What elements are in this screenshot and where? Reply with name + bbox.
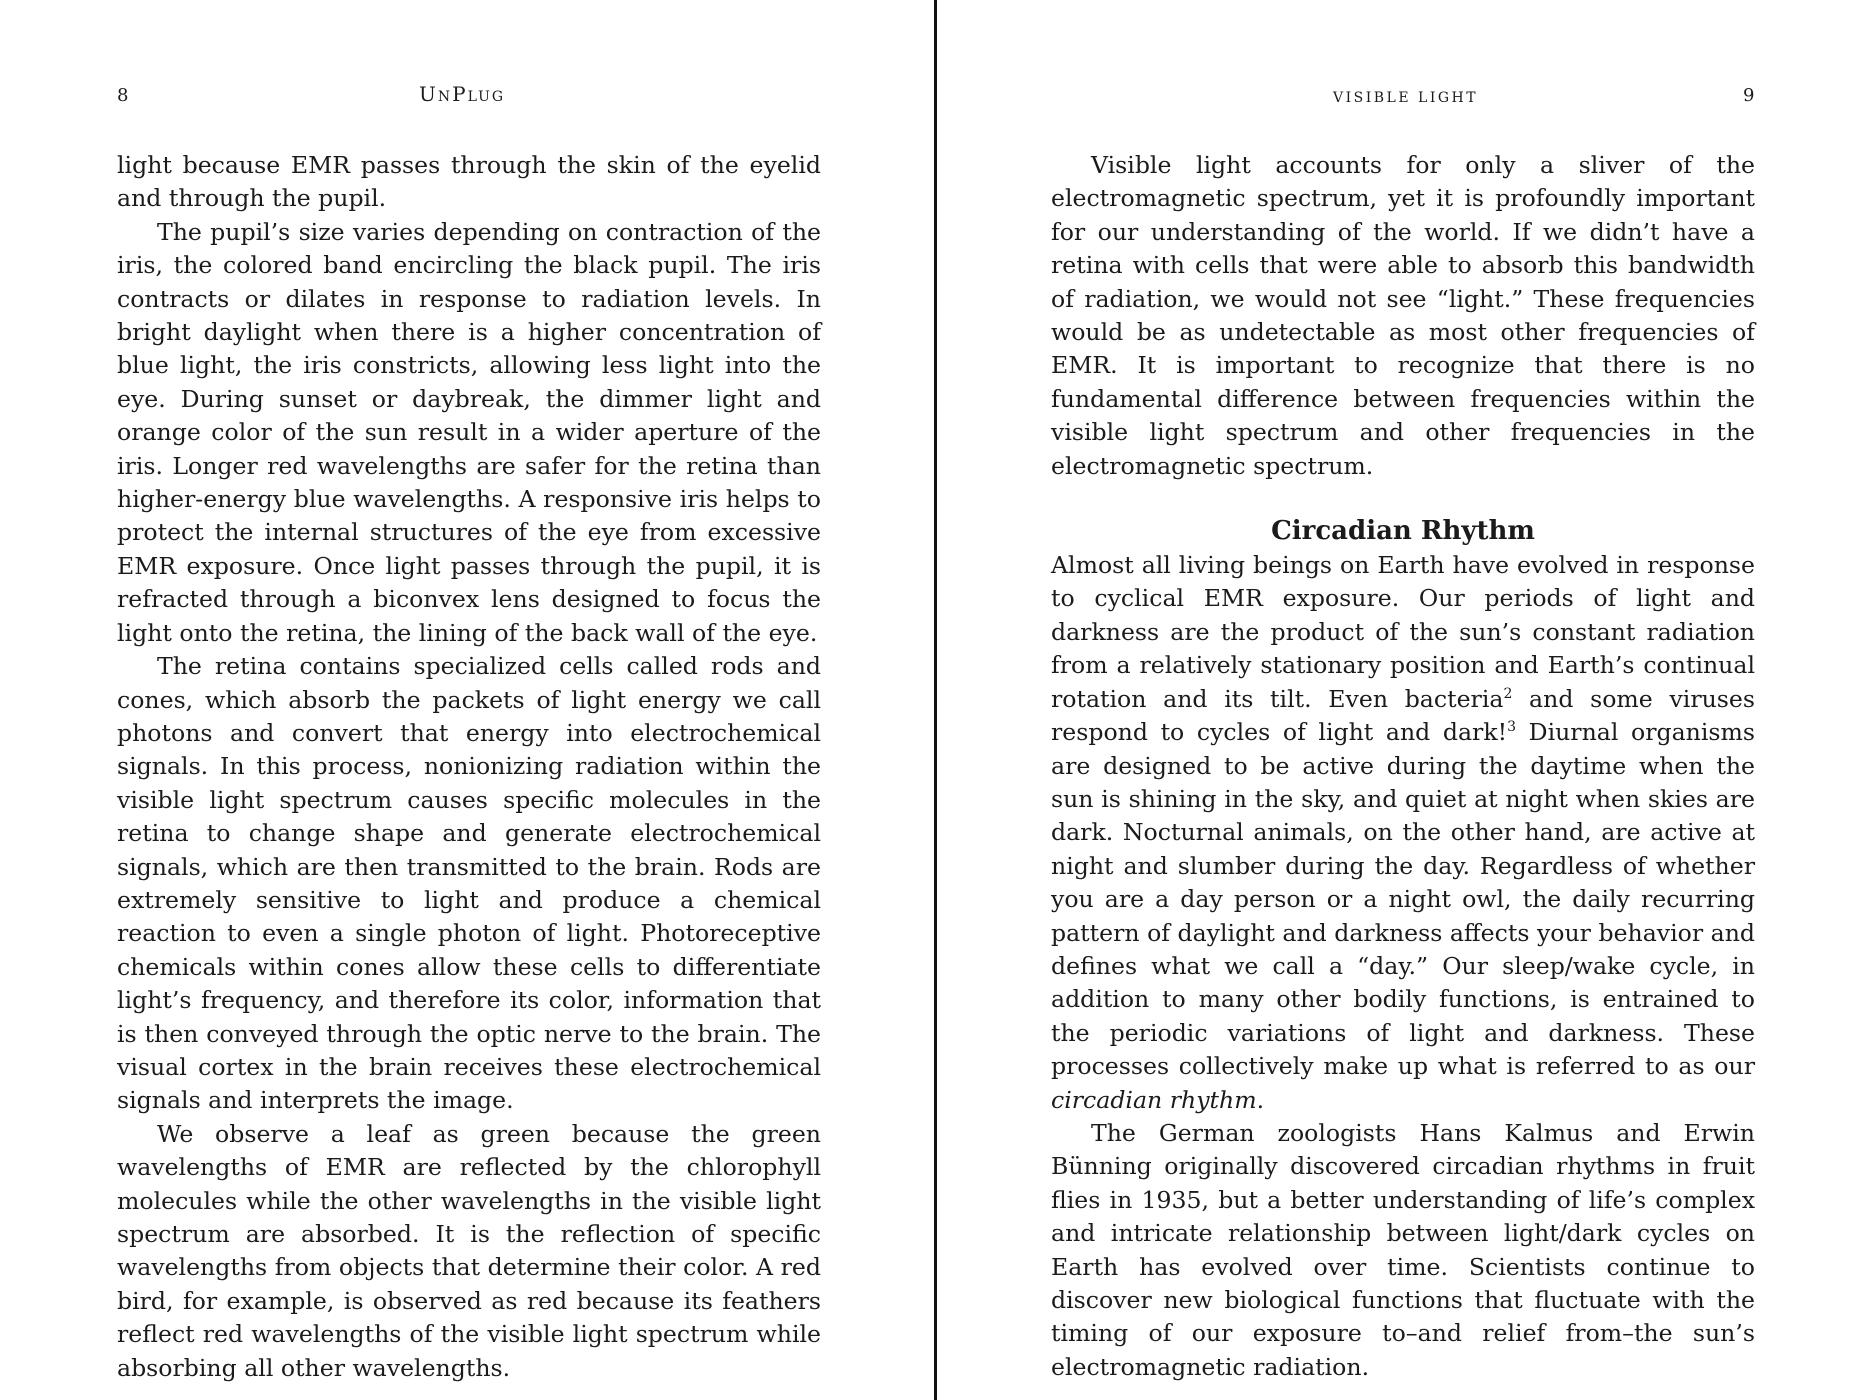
left-paragraph-3: The retina contains specialized cells called rods and cones, which absorb the packets of light energy we call photons and convert that energy into electrochemical signals. In this process, nonionizing radiation within the visible light spectrum causes specific molecules in the retina to change shape and generate electrochemical signals, which are then transmitted to the brain. Rods are extremely sensitive to light and produce a chemical reaction to even a single photon of light. Photoreceptive chemicals within cones allow these cells to differentiate light’s frequency, and therefore its color, information that is then conveyed through the optic nerve to the brain. The visual cortex in the brain receives these electrochemical signals and interprets the image. xyxy=(117,652,821,1115)
circadian-paragraph-2: The German zoologists Hans Kalmus and Erwin Bünning originally discovered circadian rhythms in fruit flies in 1935, but a better understanding of life’s complex and intricate relationship between light/dark cycles on Earth has evolved over time. Scientists continue to discover new biological functions that fluctuate with the timing of our exposure to–and relief from–the sun’s electromagnetic radiation. xyxy=(1051,1118,1755,1381)
right-page-number: 9 xyxy=(1743,85,1755,106)
left-paragraph-2: The pupil’s size varies depending on contraction of the iris, the colored band encircling the black pupil. The iris contracts or dilates in response to radiation levels. In bright daylight when there is a higher concentration of blue light, the iris constricts, allowing less light into the eye. During sunset or daybreak, the dimmer light and orange color of the sun result in a wider aperture of the iris. Longer red wavelengths are safer for the retina than higher-energy blue wavelengths. A responsive iris helps to protect the internal structures of the eye from excessive EMR exposure. Once light passes through the pupil, it is refracted through a biconvex lens designed to focus the light onto the retina, the lining of the back wall of the eye. xyxy=(117,217,821,647)
circadian-text-part-1: Almost all living beings on Earth have evolved in response to cyclical EMR exposure. Our periods of light and darkness are the product of the sun’s constant radiation from a relatively stationary position and Earth’s continual rotation and its tilt. Even bacteria xyxy=(1051,551,1755,713)
footnote-ref-2[interactable]: 2 xyxy=(1503,685,1513,702)
right-body-text xyxy=(1051,149,1755,1384)
footnote-ref-3[interactable]: 3 xyxy=(1507,719,1517,736)
circadian-text-part-3: Diurnal organisms are designed to be active during the daytime when the sun is shining in the sky, and quiet at night when skies are dark. Nocturnal animals, on the other hand, are active at night and slumber during the day. Regardless of whether you are a day person or a night owl, the daily recurring pattern of daylight and darkness affects your behavior and defines what we call a “day.” Our sleep/wake cycle, in addition to many other bodily functions, is entrained to the periodic variations of light and darkness. These processes collectively make up what is referred to as our xyxy=(1051,718,1756,1081)
left-body-text xyxy=(117,149,821,1385)
circadian-rhythm-emphasis: circadian rhythm xyxy=(1051,1085,1257,1114)
circadian-text-part-2: and some viruses respond to cycles of light and dark! xyxy=(1051,684,1755,747)
section-heading: Circadian Rhythm xyxy=(1271,516,1535,547)
left-running-head: UnPlug xyxy=(419,82,506,106)
circadian-text-end: . xyxy=(1256,1085,1265,1114)
circadian-paragraph-1 xyxy=(1051,549,1755,1117)
right-running-head: VISIBLE LIGHT xyxy=(1333,90,1479,106)
right-page xyxy=(937,0,1866,1400)
left-page-number: 8 xyxy=(117,85,129,106)
right-intro-paragraph: Visible light accounts for only a sliver of the electromagnetic spectrum, yet it is profoundly important for our understanding of the world. If we didn’t have a retina with cells that were able to absorb this bandwidth of radiation, we would not see “light.” These frequencies would be as undetectable as most other frequencies of EMR. It is important to recognize that there is no fundamental difference between frequencies within the visible light spectrum and other frequencies in the electromagnetic spectrum. xyxy=(1051,151,1755,480)
left-paragraph-1: light because EMR passes through the skin of the eyelid and through the pupil. xyxy=(117,151,821,213)
left-paragraph-4: We observe a leaf as green because the green wavelengths of EMR are reflected by the chlorophyll molecules while the other wavelengths in the visible light spectrum are absorbed. It is the reflection of specific wavelengths from objects that determine their color. A red bird, for example, is observed as red because its feathers reflect red wavelengths of the visible light spectrum while absorbing all other wavelengths. xyxy=(117,1119,821,1382)
